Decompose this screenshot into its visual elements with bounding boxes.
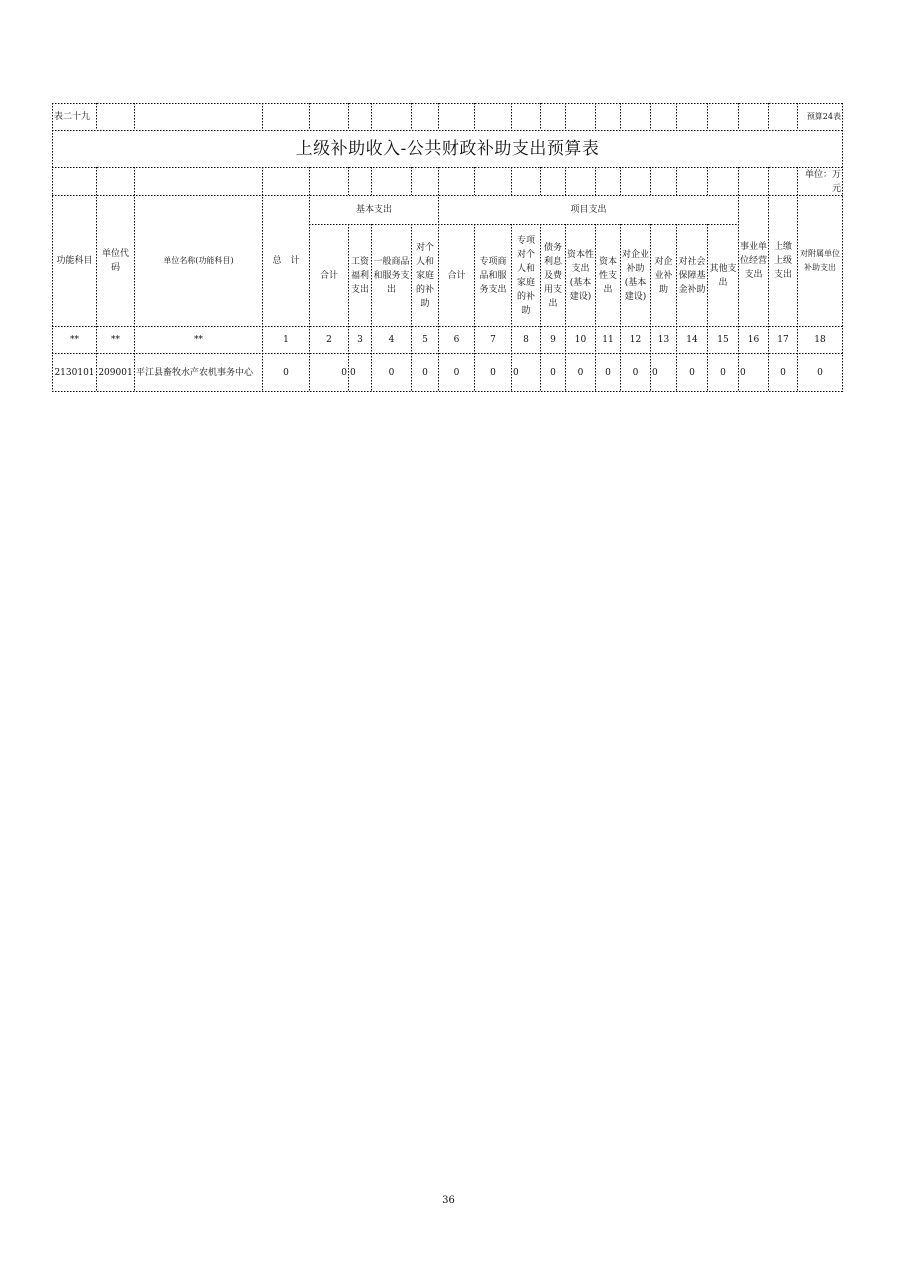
index-cell: 11: [602, 335, 614, 345]
header-enterprise: 对企业补助: [654, 256, 673, 295]
header-capital: 资本性支出: [598, 256, 617, 295]
header-unit-name: 单位名称(功能科目): [163, 256, 234, 265]
cell-func-subject: 2130101: [54, 367, 95, 378]
header-special-individuals: 专项对个人和家庭的补助: [516, 235, 535, 316]
header-to-individuals: 对个人和家庭的补助: [415, 242, 434, 309]
cell-value: 0: [422, 367, 428, 378]
index-cell: 7: [490, 335, 496, 345]
index-cell: 16: [747, 335, 760, 345]
index-cell: 13: [657, 335, 670, 345]
index-cell: **: [70, 335, 79, 345]
header-debt-interest: 债务利息及费用支出: [543, 242, 562, 309]
table-code: 表二十九: [54, 112, 91, 122]
unit-label: 单位：万元: [804, 169, 841, 194]
cell-value: 0: [577, 367, 584, 378]
cell-value: 0: [780, 367, 786, 378]
cell-value: 0: [632, 367, 639, 378]
index-cell: 17: [777, 335, 789, 345]
cell-value: 0: [513, 367, 519, 378]
cell-value: 0: [689, 367, 695, 378]
header-special-goods: 专项商品和服务支出: [479, 256, 507, 295]
header-basic-group: 基本支出: [355, 205, 392, 215]
index-cell: **: [194, 335, 203, 345]
index-cell: 9: [550, 335, 556, 345]
index-cell: 2: [326, 335, 332, 345]
header-enterprise-build: 对企业补助(基本建设): [622, 249, 650, 302]
header-subsidiary: 对附属单位补助支出: [800, 249, 840, 272]
page-number: 36: [442, 1195, 455, 1206]
cell-value: 0: [605, 367, 611, 378]
header-func-subject: 功能科目: [56, 256, 93, 266]
index-cell: **: [111, 335, 120, 345]
header-social-security: 对社会保障基金补助: [678, 256, 706, 295]
index-cell: 5: [422, 335, 428, 345]
index-cell: 4: [388, 335, 395, 345]
index-cell: 1: [283, 335, 289, 345]
cell-value: 0: [453, 367, 460, 378]
cell-value: 0: [283, 367, 289, 378]
index-cell: 15: [717, 335, 729, 345]
header-unit-code: 单位代码: [101, 249, 129, 273]
index-cell: 10: [574, 335, 587, 345]
header-basic-sum: 合计: [319, 270, 338, 281]
header-total: 总 计: [272, 256, 300, 266]
cell-value: 0: [490, 367, 496, 378]
index-cell: 6: [453, 335, 460, 345]
header-business-ops: 事业单位经营支出: [740, 242, 768, 280]
header-project-group: 项目支出: [570, 205, 607, 215]
cell-value: 0: [740, 367, 746, 378]
cell-value: 0: [720, 367, 726, 378]
cell-value: 0: [817, 367, 823, 378]
index-cell: 18: [814, 335, 826, 345]
budget-table: [52, 103, 843, 392]
page-title: 上级补助收入-公共财政补助支出预算表: [295, 139, 600, 159]
index-cell: 8: [523, 335, 529, 345]
index-cell: 3: [357, 335, 363, 345]
cell-value: 0: [550, 367, 556, 378]
index-cell: 14: [686, 335, 698, 345]
cell-unit-code: 209001: [98, 367, 133, 378]
index-cell: 12: [629, 335, 642, 345]
header-capital-build: 资本性支出(基本建设): [567, 249, 595, 302]
cell-value: 0: [341, 367, 347, 378]
header-remit-up: 上缴上级支出: [773, 242, 792, 280]
cell-value: 0: [388, 367, 395, 378]
header-other: 其他支出: [709, 263, 737, 288]
cell-unit-name: 平江县畜牧水产农机事务中心: [136, 367, 254, 378]
cell-value: 0: [652, 367, 658, 378]
header-salary: 工资福利支出: [350, 256, 369, 295]
header-project-sum: 合计: [447, 270, 466, 281]
form-code: 预算24表: [806, 112, 841, 121]
header-goods-services: 一般商品和服务支出: [373, 256, 410, 295]
cell-value: 0: [350, 367, 356, 378]
